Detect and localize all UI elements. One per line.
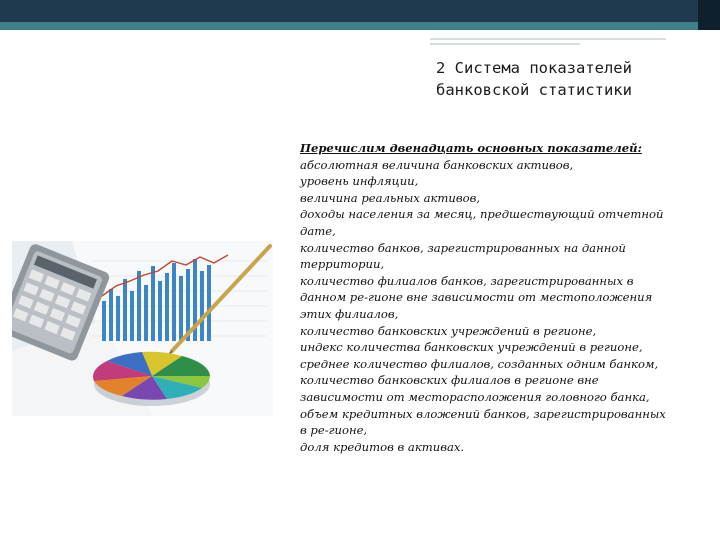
list-item: уровень инфляции,	[300, 174, 419, 189]
slide-title-line-1: 2 Система показателей	[436, 59, 632, 77]
list-item: количество банковских учреждений в регионе,	[300, 323, 597, 338]
header-band-corner	[698, 0, 720, 30]
decorative-rule-long	[430, 38, 666, 40]
list-item: индекс количества банковских учреждений в регионе,	[300, 340, 643, 355]
list-item: количество филиалов банков, зарегистрированных в	[300, 273, 634, 288]
list-item: количество банков, зарегистрированных на данной	[300, 240, 626, 255]
indicator-list	[300, 140, 700, 455]
list-item: этих филиалов,	[300, 306, 399, 321]
slide-title	[436, 57, 706, 101]
list-item: в ре-гионе,	[300, 423, 368, 438]
finance-photo	[12, 241, 273, 416]
list-item: дате,	[300, 223, 336, 238]
list-item: абсолютная величина банковских активов,	[300, 157, 574, 172]
list-item: объем кредитных вложений банков, зарегистрированных	[300, 406, 666, 421]
list-item: данном ре-гионе вне зависимости от местоположения	[300, 290, 653, 305]
list-item: количество банковских филиалов в регионе вне	[300, 373, 599, 388]
list-heading: Перечислим двенадцать основных показателей:	[300, 141, 642, 155]
list-item: среднее количество филиалов, созданных одним банком,	[300, 356, 659, 371]
list-item: зависимости от месторасположения головного банка,	[300, 389, 650, 404]
list-item: территории,	[300, 257, 385, 272]
header-accent-stripe	[0, 22, 698, 30]
finance-charts-calculator-photo-icon	[12, 241, 273, 416]
list-item: доля кредитов в активах.	[300, 439, 465, 454]
decorative-rule-short	[430, 43, 580, 45]
list-item: величина реальных активов,	[300, 190, 481, 205]
list-item: доходы населения за месяц, предшествующий отчетной	[300, 207, 664, 222]
slide-title-line-2: банковской статистики	[436, 81, 632, 99]
